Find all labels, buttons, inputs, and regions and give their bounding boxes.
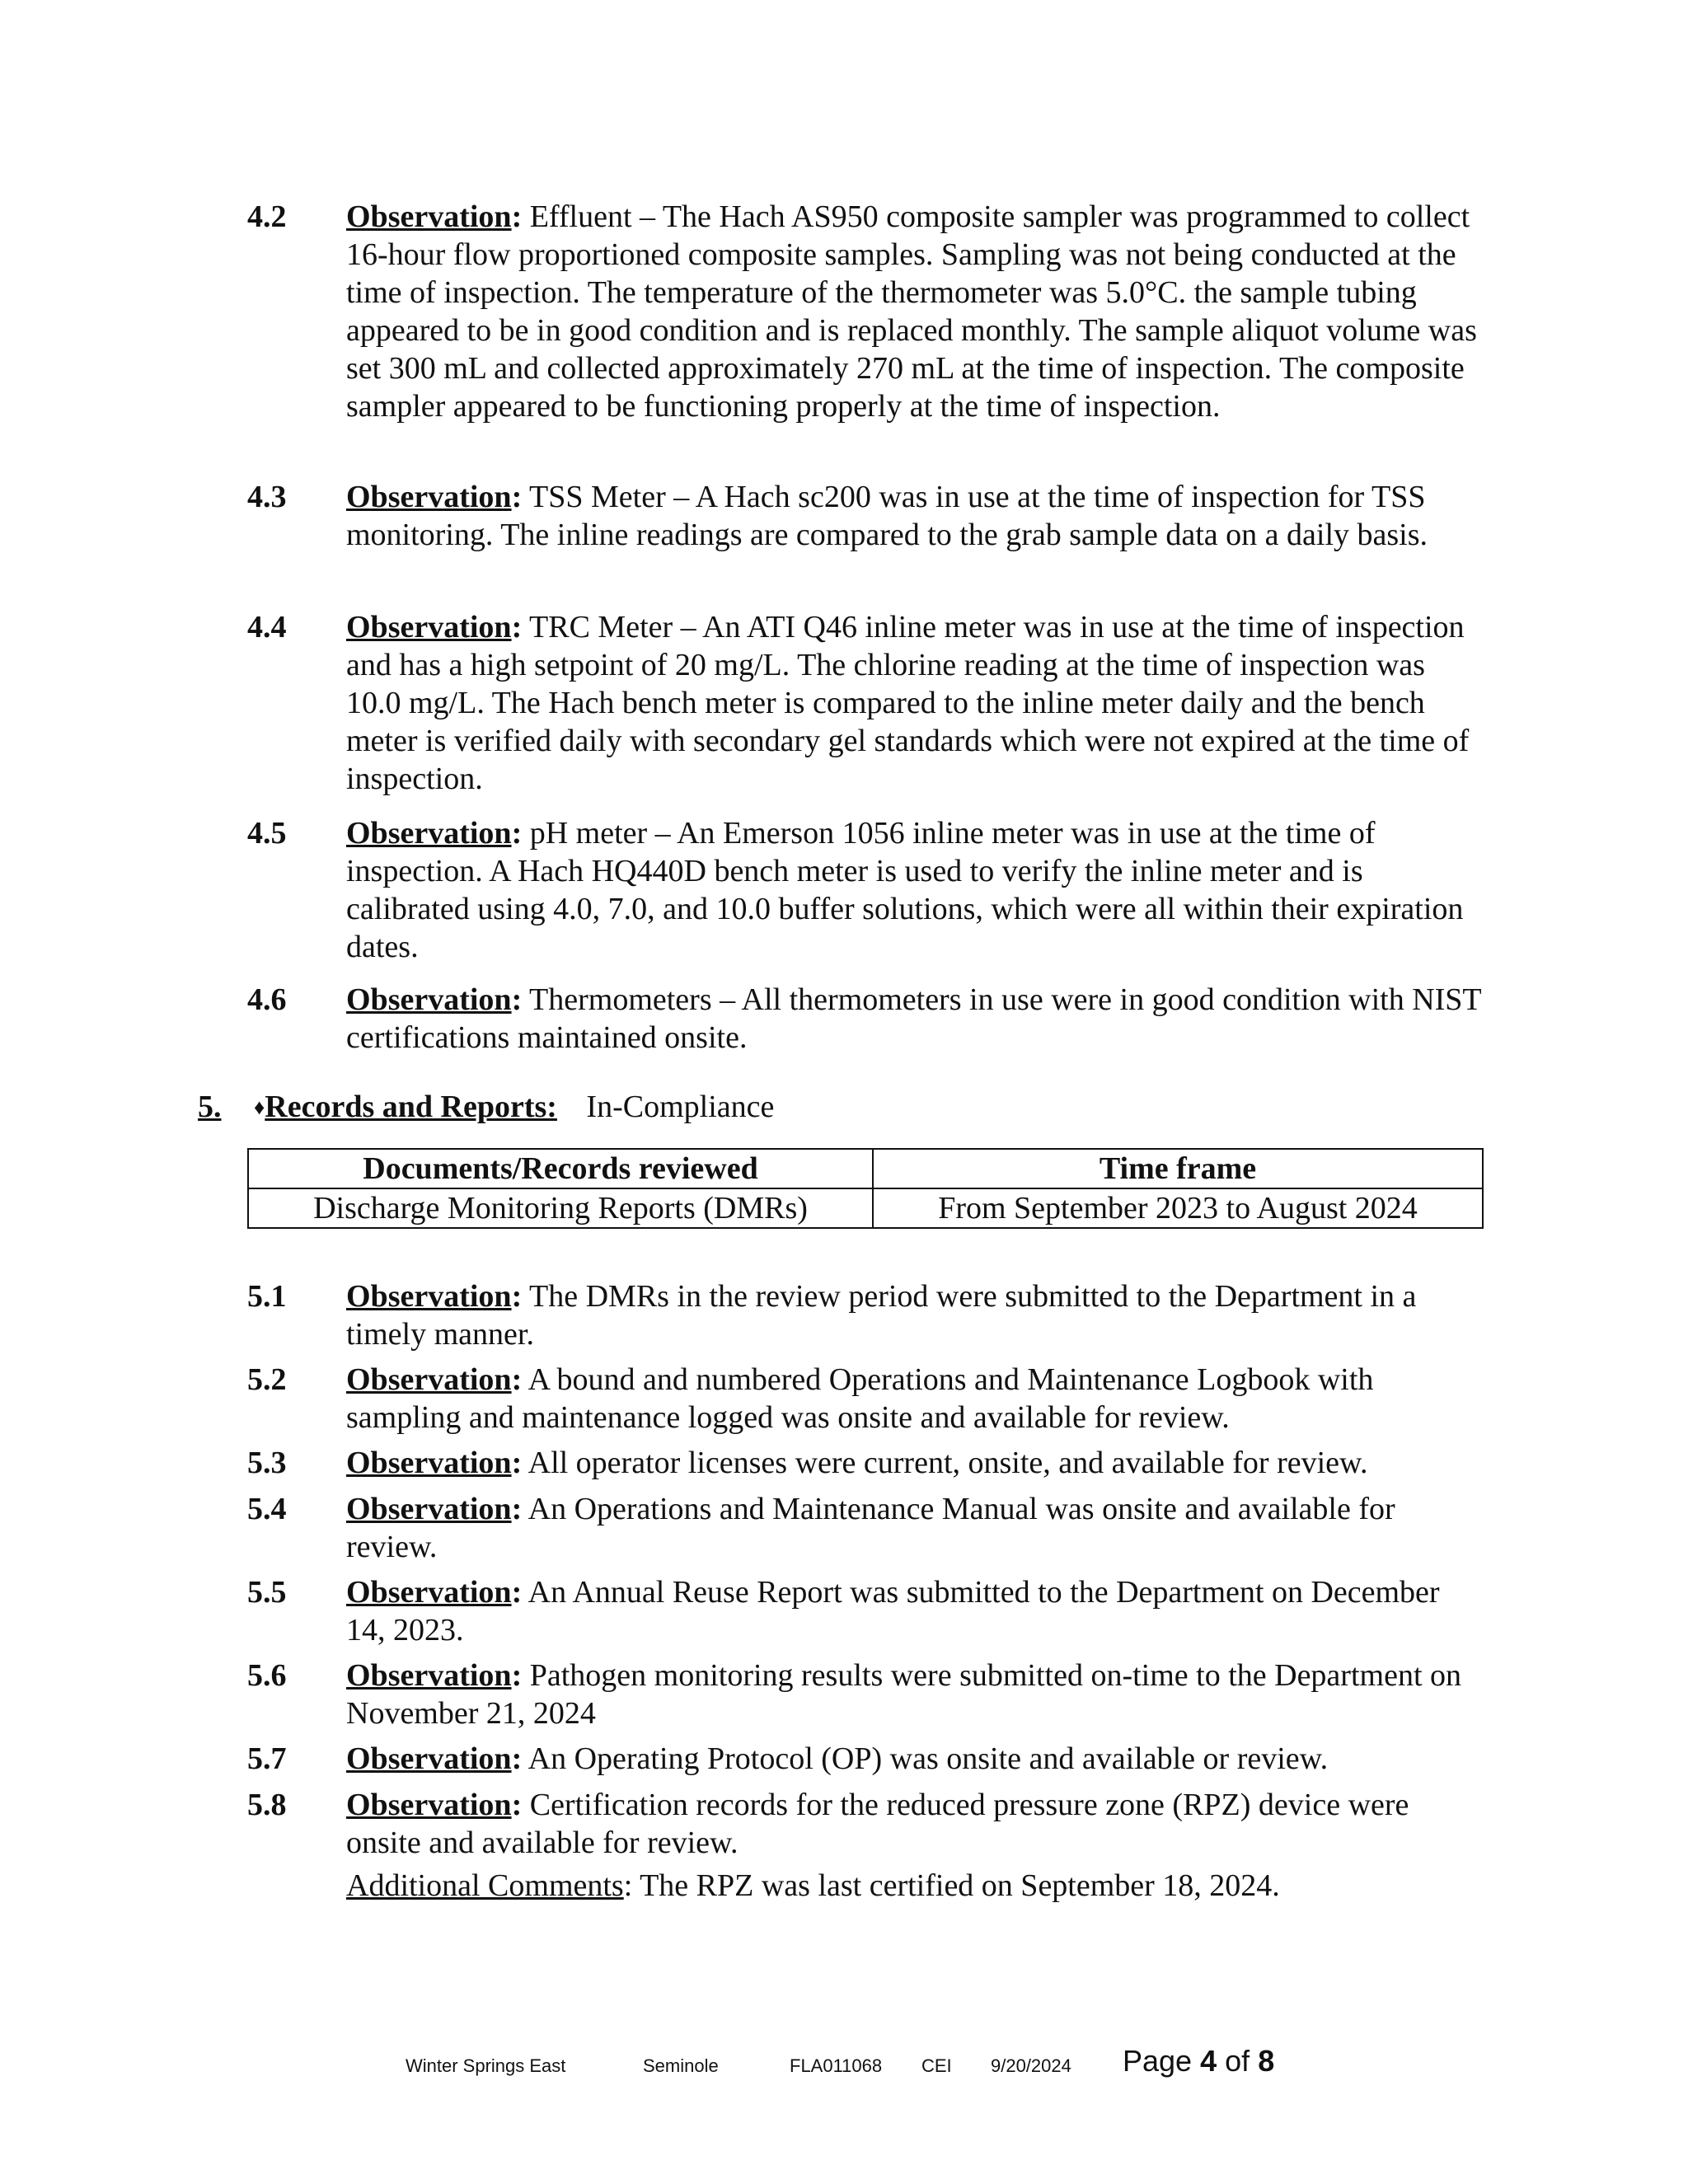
observation-number: 4.5 xyxy=(247,816,287,851)
observation-5-5: 5.5 Observation: An Annual Reuse Report was submitted to the Department on December 14, 2023. xyxy=(247,1575,1440,1647)
observation-number: 4.6 xyxy=(247,982,287,1017)
observation-text: Thermometers – All thermometers in use were in good condition with NIST certifications maintained onsite. xyxy=(346,982,1481,1055)
observation-4-3: 4.3 Observation: TSS Meter – A Hach sc200 was in use at the time of inspection for TSS monitoring. The inline readings are compared to the grab sample data on a daily basis. xyxy=(247,480,1428,552)
observation-5-8: 5.8 Observation: Certification records for the reduced pressure zone (RPZ) device were onsite and available for review. xyxy=(247,1788,1409,1860)
observation-label: Observation xyxy=(346,816,512,851)
observation-text: An Operations and Maintenance Manual was onsite and available for review. xyxy=(346,1492,1395,1564)
observation-label: Observation xyxy=(346,1658,512,1693)
observation-5-6: 5.6 Observation: Pathogen monitoring results were submitted on-time to the Department on November 21, 2024 xyxy=(247,1658,1461,1731)
observation-label: Observation xyxy=(346,1741,512,1776)
observation-5-4: 5.4 Observation: An Operations and Maintenance Manual was onsite and available for review. xyxy=(247,1492,1395,1564)
table-row xyxy=(248,1188,1483,1228)
observation-5-1: 5.1 Observation: The DMRs in the review period were submitted to the Department in a timely manner. xyxy=(247,1279,1417,1352)
observation-label: Observation xyxy=(346,1788,512,1822)
observation-number: 5.2 xyxy=(247,1362,287,1397)
observation-label: Observation xyxy=(346,610,512,644)
observation-label: Observation xyxy=(346,982,512,1017)
observation-4-6: 4.6 Observation: Thermometers – All thermometers in use were in good condition with NIST certifications maintained onsite. xyxy=(247,982,1481,1055)
observation-text: TRC Meter – An ATI Q46 inline meter was in use at the time of inspection and has a high setpoint of 20 mg/L. The chlorine reading at the time of inspection was 10.0 mg/L. The Hach bench meter is compared to the inline meter daily and the bench meter is verified daily with secondary gel standards which were not expired at the time of inspection. xyxy=(346,610,1470,796)
table-header-row xyxy=(248,1149,1483,1188)
footer-county: Seminole xyxy=(643,2055,719,2076)
section-5-heading xyxy=(198,1088,774,1127)
observation-text: The DMRs in the review period were submitted to the Department in a timely manner. xyxy=(346,1279,1417,1352)
footer-page-number: Page 4 of 8 xyxy=(1123,2044,1275,2078)
observation-text: An Operating Protocol (OP) was onsite and available or review. xyxy=(522,1741,1329,1776)
observation-label: Observation xyxy=(346,199,512,234)
observation-number: 4.4 xyxy=(247,610,287,644)
additional-comments-label: Additional Comments xyxy=(346,1868,624,1903)
observation-text: A bound and numbered Operations and Maintenance Logbook with sampling and maintenance logged was onsite and available for review. xyxy=(346,1362,1374,1435)
additional-comments xyxy=(346,1867,1280,1905)
observation-4-4: 4.4 Observation: TRC Meter – An ATI Q46 inline meter was in use at the time of inspection and has a high setpoint of 20 mg/L. The chlorine reading at the time of inspection was 10.0 mg/L. The Hach bench meter is compared to the inline meter daily and the bench meter is verified daily with secondary gel standards which were not expired at the time of inspection. xyxy=(247,610,1470,796)
observation-number: 4.2 xyxy=(247,199,287,234)
observation-label: Observation xyxy=(346,1279,512,1314)
section-title: Records and Reports: xyxy=(265,1090,557,1124)
footer-permit: FLA011068 xyxy=(790,2055,883,2076)
compliance-status: In-Compliance xyxy=(586,1090,775,1124)
observation-4-2: 4.2 Observation: Effluent – The Hach AS950 composite sampler was programmed to collect 16-hour flow proportioned composite samples. Sampling was not being conducted at the time of inspection. The temperature of the thermometer was 5.0°C. the sample tubing appeared to be in good condition and is replaced monthly. The sample aliquot volume was set 300 mL and collected approximately 270 mL at the time of inspection. The composite sampler appeared to be functioning properly at the time of inspection. xyxy=(247,199,1477,424)
footer-inspection-type: CEI xyxy=(921,2055,952,2076)
diamond-icon: ♦ xyxy=(254,1095,265,1119)
footer-date: 9/20/2024 xyxy=(991,2055,1071,2076)
observation-number: 5.4 xyxy=(247,1492,287,1526)
observation-text: Pathogen monitoring results were submitted on-time to the Department on November 21, 2024 xyxy=(346,1658,1461,1731)
observation-4-5: 4.5 Observation: pH meter – An Emerson 1056 inline meter was in use at the time of inspection. A Hach HQ440D bench meter is used to verify the inline meter and is calibrated using 4.0, 7.0, and 10.0 buffer solutions, which were all within their expiration dates. xyxy=(247,816,1464,964)
table-header: Documents/Records reviewed xyxy=(248,1149,873,1188)
table-cell: From September 2023 to August 2024 xyxy=(873,1188,1483,1228)
section-number: 5. xyxy=(198,1090,222,1124)
observation-number: 4.3 xyxy=(247,480,287,514)
observation-number: 5.8 xyxy=(247,1788,287,1822)
observation-text: All operator licenses were current, onsite, and available for review. xyxy=(522,1446,1368,1480)
observation-label: Observation xyxy=(346,480,512,514)
observation-text: pH meter – An Emerson 1056 inline meter was in use at the time of inspection. A Hach HQ440D bench meter is used to verify the inline meter and is calibrated using 4.0, 7.0, and 10.0 buffer solutions, which were all within their expiration dates. xyxy=(346,816,1464,964)
table-cell: Discharge Monitoring Reports (DMRs) xyxy=(248,1188,873,1228)
observation-number: 5.5 xyxy=(247,1575,287,1610)
records-table xyxy=(247,1148,1484,1229)
page-footer xyxy=(0,2044,1688,2085)
observation-number: 5.1 xyxy=(247,1279,287,1314)
observation-label: Observation xyxy=(346,1575,512,1610)
observation-5-2: 5.2 Observation: A bound and numbered Operations and Maintenance Logbook with sampling and maintenance logged was onsite and available for review. xyxy=(247,1362,1374,1435)
observation-label: Observation xyxy=(346,1362,512,1397)
observation-label: Observation xyxy=(346,1446,512,1480)
observation-label: Observation xyxy=(346,1492,512,1526)
observation-5-3: 5.3 Observation: All operator licenses were current, onsite, and available for review. xyxy=(247,1446,1368,1480)
observation-text: TSS Meter – A Hach sc200 was in use at the time of inspection for TSS monitoring. The inline readings are compared to the grab sample data on a daily basis. xyxy=(346,480,1428,552)
observation-text: Certification records for the reduced pressure zone (RPZ) device were onsite and available for review. xyxy=(346,1788,1409,1860)
observation-number: 5.6 xyxy=(247,1658,287,1693)
observation-number: 5.7 xyxy=(247,1741,287,1776)
observation-5-7: 5.7 Observation: An Operating Protocol (OP) was onsite and available or review. xyxy=(247,1741,1329,1776)
observation-text: Effluent – The Hach AS950 composite sampler was programmed to collect 16-hour flow proportioned composite samples. Sampling was not being conducted at the time of inspection. The temperature of the thermometer was 5.0°C. the sample tubing appeared to be in good condition and is replaced monthly. The sample aliquot volume was set 300 mL and collected approximately 270 mL at the time of inspection. The composite sampler appeared to be functioning properly at the time of inspection. xyxy=(346,199,1477,424)
footer-facility: Winter Springs East xyxy=(406,2055,566,2076)
observation-text: An Annual Reuse Report was submitted to the Department on December 14, 2023. xyxy=(346,1575,1440,1647)
observation-number: 5.3 xyxy=(247,1446,287,1480)
additional-comments-text: : The RPZ was last certified on September 18, 2024. xyxy=(623,1868,1280,1903)
table-header: Time frame xyxy=(873,1149,1483,1188)
